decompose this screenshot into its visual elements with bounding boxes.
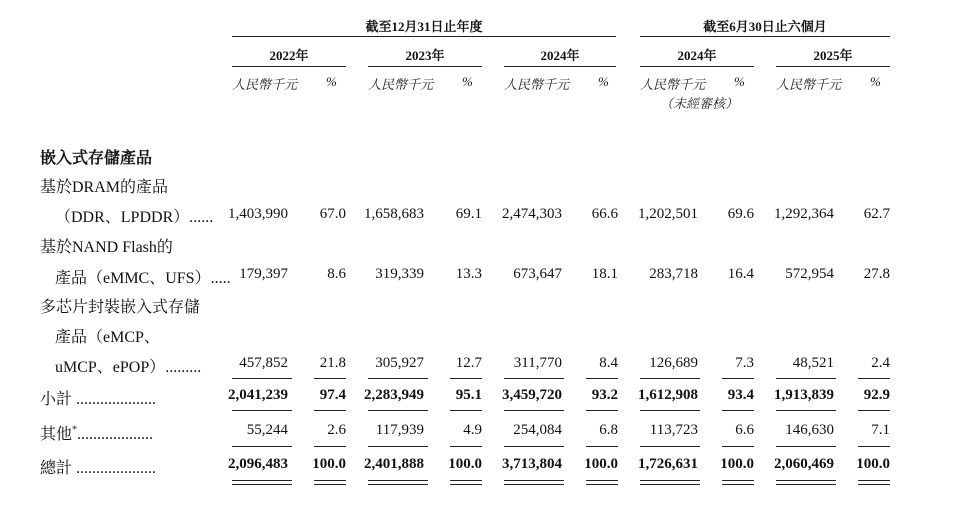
column-rule	[314, 410, 346, 411]
year-2024: 2024年	[540, 48, 580, 63]
column-rule	[722, 378, 754, 379]
unit-label: 人民幣千元	[776, 77, 842, 92]
table-cell: 8.4	[599, 355, 618, 371]
header-group-halfyear: 截至6月30日止六個月	[703, 19, 827, 34]
column-rule	[722, 446, 754, 447]
table-cell: 146,630	[785, 422, 834, 438]
double-rule	[722, 480, 754, 485]
column-rule	[232, 378, 292, 379]
table-cell: 673,647	[513, 266, 562, 282]
double-rule	[314, 480, 346, 485]
row-label-line: 基於NAND Flash的	[40, 239, 173, 256]
pct-label: %	[734, 74, 745, 89]
table-cell: 4.9	[463, 422, 482, 438]
double-rule	[232, 480, 292, 485]
table-cell: 21.8	[319, 355, 346, 371]
column-rule	[368, 410, 428, 411]
column-rule	[586, 378, 618, 379]
table-cell: 100.0	[856, 456, 890, 472]
row-label-line: 產品（eMCP、	[55, 329, 160, 346]
table-cell: 95.1	[455, 387, 482, 403]
table-cell: 12.7	[455, 355, 482, 371]
double-rule	[368, 480, 428, 485]
table-cell: 126,689	[649, 355, 698, 371]
table-cell: 93.2	[591, 387, 618, 403]
table-cell: 2,096,483	[228, 456, 288, 472]
column-rule	[776, 378, 836, 379]
others-dots: ...................	[77, 426, 154, 443]
row-label-line: （DDR、LPDDR）......	[55, 209, 214, 226]
table-cell: 1,202,501	[638, 206, 698, 222]
table-cell: 3,459,720	[502, 387, 562, 403]
pct-label: %	[870, 74, 881, 89]
table-cell: 283,718	[649, 266, 698, 282]
year-2022-rule	[232, 66, 346, 67]
table-cell: 6.6	[735, 422, 754, 438]
double-rule	[504, 480, 564, 485]
header-group-halfyear-rule	[640, 36, 890, 37]
column-rule	[858, 378, 890, 379]
table-cell: 100.0	[720, 456, 754, 472]
table-cell: 1,658,683	[364, 206, 424, 222]
row-label-line: 基於DRAM的產品	[40, 179, 169, 196]
table-cell: 254,084	[513, 422, 562, 438]
double-rule	[776, 480, 836, 485]
table-cell: 18.1	[591, 266, 618, 282]
column-rule	[722, 410, 754, 411]
table-cell: 3,713,804	[502, 456, 562, 472]
table-cell: 16.4	[727, 266, 754, 282]
table-cell: 69.6	[727, 206, 754, 222]
column-rule	[586, 410, 618, 411]
table-cell: 2,041,239	[228, 387, 288, 403]
unit-label: 人民幣千元	[640, 77, 706, 92]
column-rule	[450, 410, 482, 411]
table-cell: 100.0	[448, 456, 482, 472]
subtotal-label: 小計 ....................	[40, 391, 157, 408]
table-cell: 48,521	[792, 355, 834, 371]
double-rule	[640, 480, 700, 485]
header-group-annual: 截至12月31日止年度	[365, 19, 483, 34]
year-2025-h1: 2025年	[813, 48, 853, 63]
table-cell: 2,283,949	[364, 387, 424, 403]
table-cell: 457,852	[239, 355, 288, 371]
pct-label: %	[598, 74, 609, 89]
year-2024-h1: 2024年	[677, 48, 717, 63]
unit-label: 人民幣千元	[504, 77, 570, 92]
column-rule	[504, 378, 564, 379]
table-cell: 93.4	[727, 387, 754, 403]
column-rule	[368, 446, 428, 447]
column-rule	[640, 446, 700, 447]
double-rule	[450, 480, 482, 485]
table-cell: 1,292,364	[774, 206, 834, 222]
column-rule	[314, 378, 346, 379]
column-rule	[776, 410, 836, 411]
header-group-annual-rule	[232, 36, 616, 37]
table-cell: 62.7	[863, 206, 890, 222]
table-cell: 1,726,631	[638, 456, 698, 472]
row-label-line: 產品（eMMC、UFS）.....	[55, 270, 231, 287]
table-cell: 311,770	[513, 355, 562, 371]
table-cell: 100.0	[584, 456, 618, 472]
table-cell: 117,939	[375, 422, 424, 438]
column-rule	[640, 378, 700, 379]
row-label-line: 多芯片封裝嵌入式存儲	[40, 299, 201, 316]
year-2024-rule	[504, 66, 616, 67]
column-rule	[586, 446, 618, 447]
table-cell: 2.4	[871, 355, 890, 371]
table-cell: 319,339	[375, 266, 424, 282]
table-cell: 27.8	[863, 266, 890, 282]
column-rule	[232, 410, 292, 411]
table-cell: 2,060,469	[774, 456, 834, 472]
table-cell: 69.1	[455, 206, 482, 222]
table-cell: 7.1	[871, 422, 890, 438]
table-cell: 66.6	[591, 206, 618, 222]
table-cell: 1,913,839	[774, 387, 834, 403]
table-cell: 67.0	[319, 206, 346, 222]
column-rule	[450, 378, 482, 379]
others-footnote-mark: *	[72, 424, 78, 436]
row-label-line: uMCP、ePOP）.........	[55, 359, 202, 376]
column-rule	[858, 446, 890, 447]
unaudited-label: （未經審核）	[660, 96, 739, 111]
column-rule	[232, 446, 292, 447]
pct-label: %	[326, 74, 337, 89]
total-label: 總計 ....................	[40, 460, 157, 477]
others-label-text: 其他	[40, 426, 73, 443]
table-cell: 13.3	[455, 266, 482, 282]
column-rule	[450, 446, 482, 447]
table-cell: 2,401,888	[364, 456, 424, 472]
table-cell: 305,927	[375, 355, 424, 371]
table-cell: 1,403,990	[228, 206, 288, 222]
column-rule	[640, 410, 700, 411]
column-rule	[504, 446, 564, 447]
table-cell: 2,474,303	[502, 206, 562, 222]
table-cell: 92.9	[863, 387, 890, 403]
unit-label: 人民幣千元	[232, 77, 298, 92]
table-cell: 6.8	[599, 422, 618, 438]
table-cell: 8.6	[327, 266, 346, 282]
table-cell: 7.3	[735, 355, 754, 371]
year-2023-rule	[368, 66, 482, 67]
year-2025-h1-rule	[776, 66, 890, 67]
double-rule	[858, 480, 890, 485]
table-cell: 179,397	[239, 266, 288, 282]
year-2024-h1-rule	[640, 66, 754, 67]
column-rule	[314, 446, 346, 447]
column-rule	[368, 378, 428, 379]
table-cell: 113,723	[649, 422, 698, 438]
pct-label: %	[462, 74, 473, 89]
unit-label: 人民幣千元	[368, 77, 434, 92]
table-cell: 2.6	[327, 422, 346, 438]
column-rule	[504, 410, 564, 411]
table-cell: 1,612,908	[638, 387, 698, 403]
column-rule	[776, 446, 836, 447]
year-2023: 2023年	[405, 48, 445, 63]
table-cell: 572,954	[785, 266, 834, 282]
column-rule	[858, 410, 890, 411]
others-label	[40, 421, 153, 444]
year-2022: 2022年	[269, 48, 309, 63]
double-rule	[586, 480, 618, 485]
table-cell: 97.4	[319, 387, 346, 403]
section-title: 嵌入式存儲產品	[40, 150, 153, 167]
table-cell: 100.0	[312, 456, 346, 472]
table-cell: 55,244	[246, 422, 288, 438]
